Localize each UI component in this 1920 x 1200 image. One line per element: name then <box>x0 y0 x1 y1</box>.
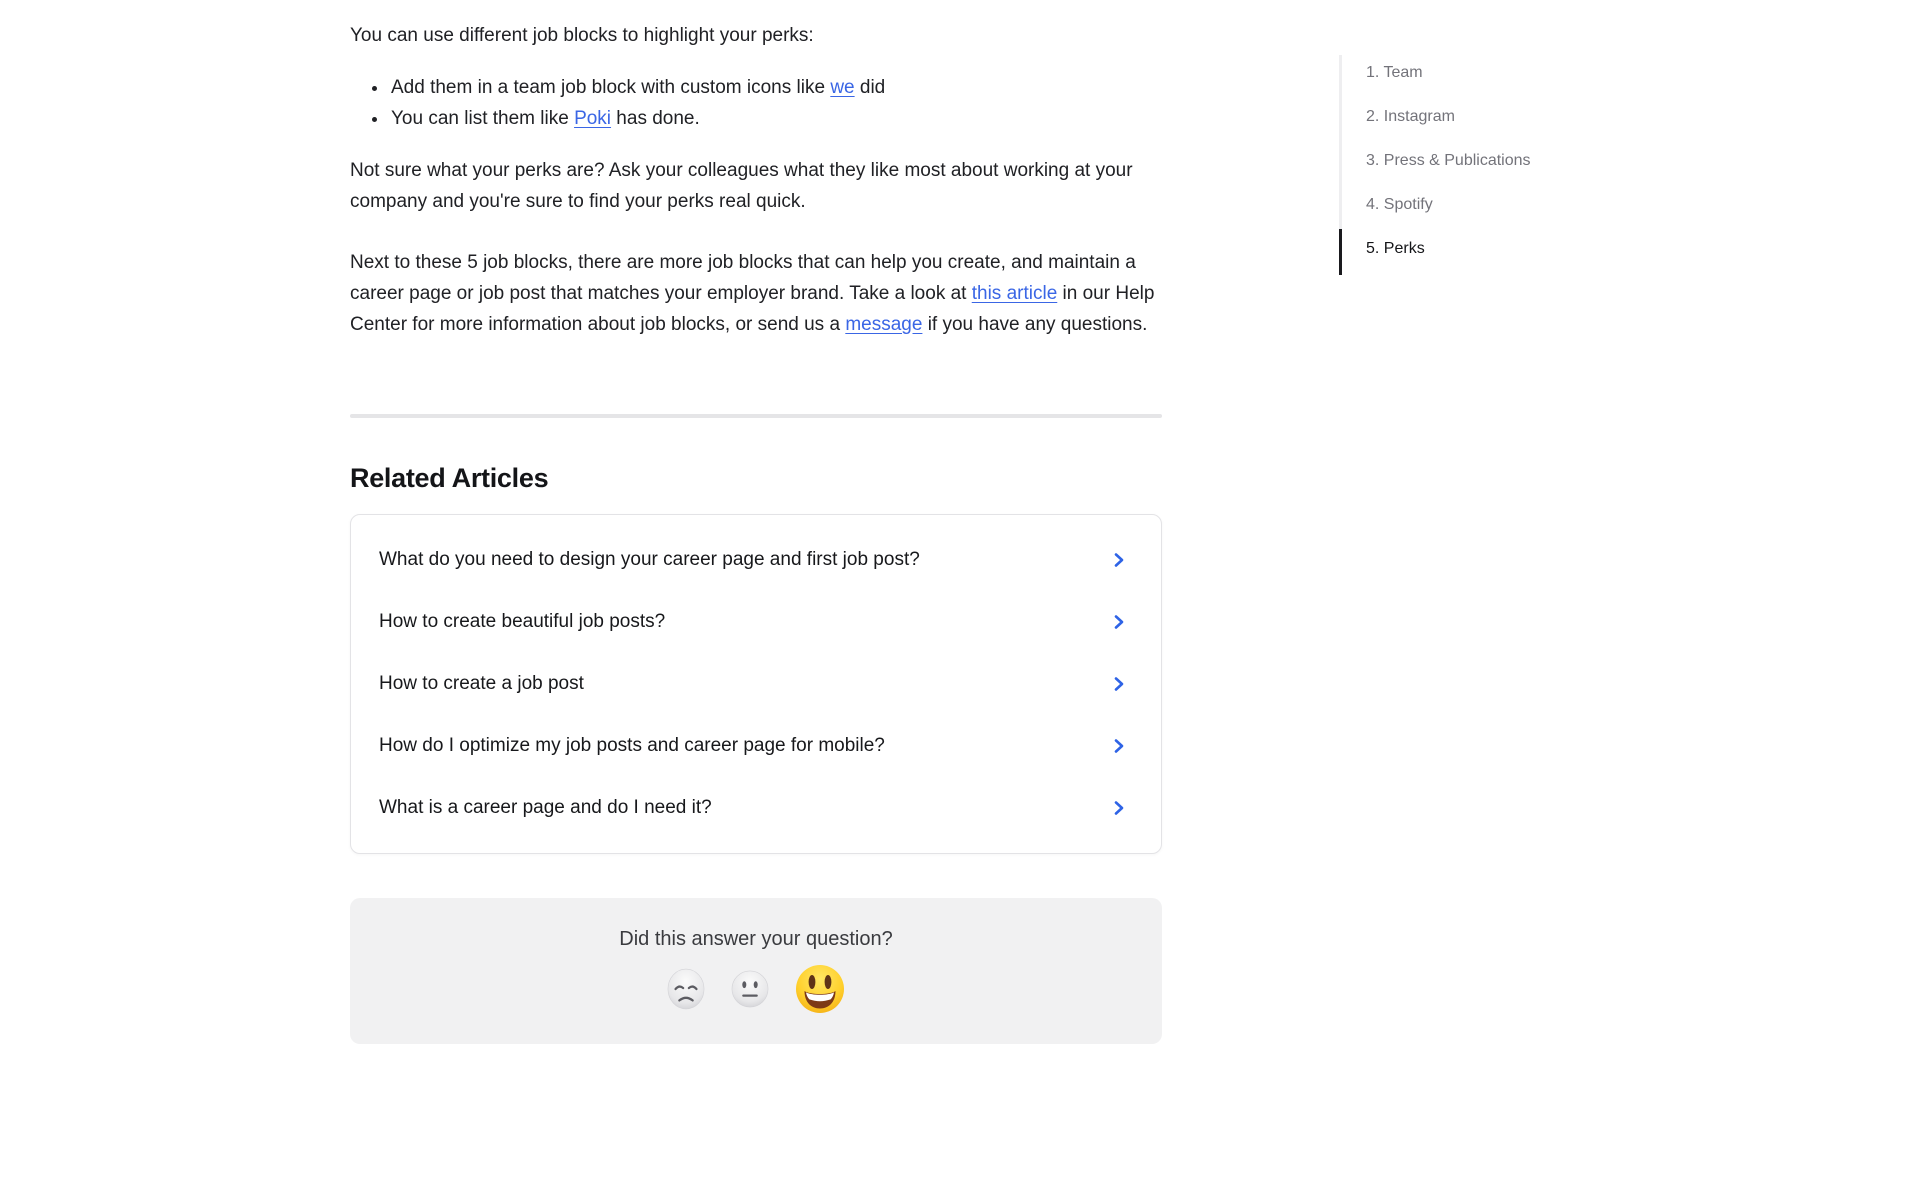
toc-item-spotify[interactable]: 4. Spotify <box>1366 196 1433 213</box>
bullet-item: • You can list them like Poki has done. <box>389 103 1162 134</box>
related-articles-card <box>350 514 1162 854</box>
related-article-title: What is a career page and do I need it? <box>379 797 712 818</box>
chevron-right-icon <box>1113 738 1125 754</box>
neutral-face-icon <box>731 970 769 1008</box>
related-article-link[interactable] <box>351 777 1161 839</box>
related-articles-heading: Related Articles <box>350 463 549 493</box>
section-divider <box>350 414 1162 418</box>
related-article-title: What do you need to design your career page and first job post? <box>379 549 920 570</box>
related-article-title: How do I optimize my job posts and career page for mobile? <box>379 735 885 756</box>
disappointed-emoji-button[interactable] <box>667 968 705 1010</box>
feedback-question: Did this answer your question? <box>619 928 893 950</box>
related-article-link[interactable] <box>351 591 1161 653</box>
related-article-link[interactable] <box>351 715 1161 777</box>
feedback-emoji-row <box>350 964 1162 1014</box>
article-content <box>350 20 1162 1044</box>
inline-link[interactable]: message <box>845 314 923 335</box>
happy-emoji-button[interactable] <box>795 964 845 1014</box>
toc-item-press-publications[interactable]: 3. Press & Publications <box>1366 152 1531 169</box>
feedback-box <box>350 898 1162 1044</box>
smiley-face-icon <box>795 964 845 1014</box>
perks-bullet-list <box>350 72 1162 134</box>
related-article-title: How to create a job post <box>379 673 584 694</box>
related-article-link[interactable] <box>351 653 1161 715</box>
toc-item-perks[interactable]: 5. Perks <box>1366 239 1531 259</box>
related-article-title: How to create beautiful job posts? <box>379 611 666 632</box>
bullet-item: • Add them in a team job block with custom icons like we did <box>389 72 1162 103</box>
article-paragraph: Next to these 5 job blocks, there are more job blocks that can help you create, and maintain a career page or job post that matches your employer brand. Take a look at this article in our Help Center for more information about job blocks, or send us a message if you have any questions. <box>350 252 1155 335</box>
table-of-contents <box>1339 55 1531 269</box>
disappointed-face-icon <box>667 968 705 1010</box>
toc-item-team[interactable]: 1. Team <box>1366 64 1423 81</box>
inline-link[interactable]: we <box>830 77 855 98</box>
related-article-link[interactable] <box>351 529 1161 591</box>
inline-link[interactable]: Poki <box>574 108 612 129</box>
chevron-right-icon <box>1113 676 1125 692</box>
chevron-right-icon <box>1113 800 1125 816</box>
chevron-right-icon <box>1113 614 1125 630</box>
inline-link[interactable]: this article <box>971 283 1058 304</box>
toc-list <box>1339 55 1531 269</box>
article-paragraph: Not sure what your perks are? Ask your colleagues what they like most about working at your company and you're sure to find your perks real quick. <box>350 160 1133 212</box>
article-paragraph-intro: You can use different job blocks to highlight your perks: <box>350 25 814 46</box>
neutral-emoji-button[interactable] <box>731 970 769 1008</box>
toc-item-instagram[interactable]: 2. Instagram <box>1366 108 1455 125</box>
chevron-right-icon <box>1113 552 1125 568</box>
